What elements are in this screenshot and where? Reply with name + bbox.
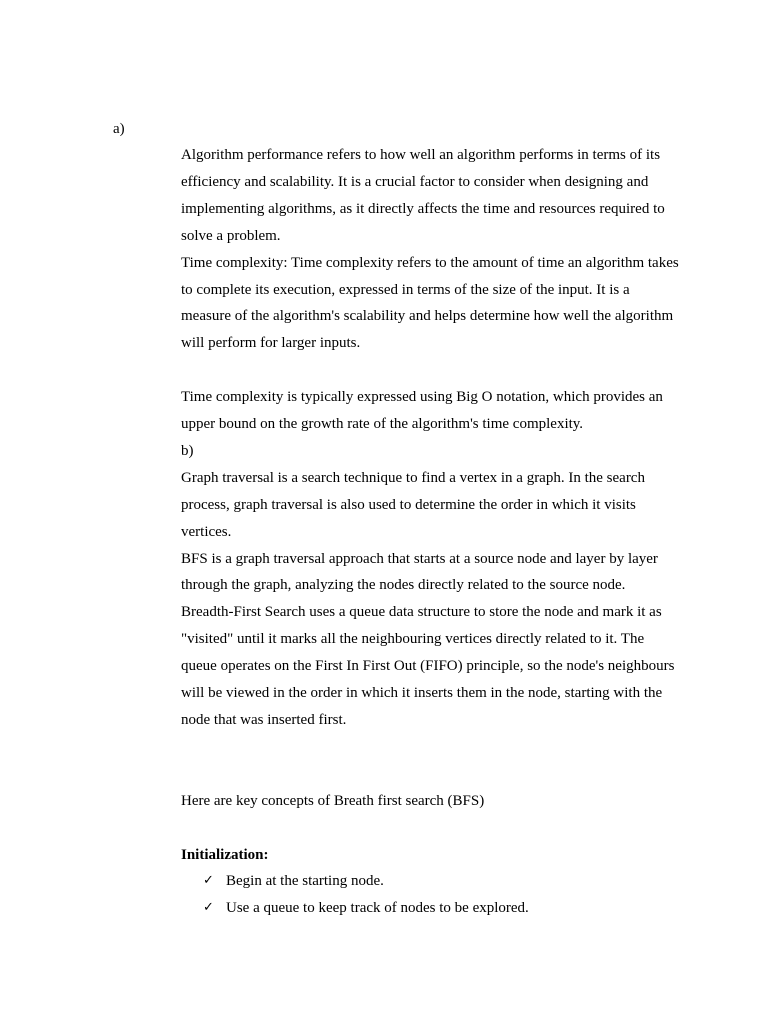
list-item xyxy=(181,895,681,922)
section-b-marker: b) xyxy=(181,442,194,459)
initialization-list xyxy=(181,868,681,922)
check-icon: ✓ xyxy=(203,873,214,889)
paragraph-bfs: BFS is a graph traversal approach that starts at a source node and layer by layer through the graph, analyzing the nodes directly related to the source node. Breadth-First Search uses a queue data structure to store the node and mark it as "visited" until it marks all the neighbouring vertices directly related to it. The queue operates on the First In First Out (FIFO) principle, so the node's neighbours will be viewed in the order in which it inserts them in the node, starting with the node that was inserted first. xyxy=(181,550,675,729)
blank-lines xyxy=(181,734,681,788)
paragraph-algorithm-performance: Algorithm performance refers to how well an algorithm performs in terms of its efficiency and scalability. It is a crucial factor to consider when designing and implementing algorithms, as it directly affects the time and resources required to solve a problem. xyxy=(181,147,665,244)
document-body xyxy=(181,142,681,922)
paragraph-graph-traversal: Graph traversal is a search technique to find a vertex in a graph. In the search process, graph traversal is also used to determine the order in which it visits vertices. xyxy=(181,469,645,540)
blank-line xyxy=(181,357,681,384)
initialization-heading: Initialization: xyxy=(181,846,269,863)
list-item-text: Use a queue to keep track of nodes to be explored. xyxy=(226,900,529,917)
list-item-text: Begin at the starting node. xyxy=(226,873,384,890)
paragraph-big-o: Time complexity is typically expressed using Big O notation, which provides an upper bound on the growth rate of the algorithm's time complexity. xyxy=(181,389,663,433)
paragraph-key-concepts: Here are key concepts of Breath first search (BFS) xyxy=(181,792,485,809)
paragraph-time-complexity: Time complexity: Time complexity refers to the amount of time an algorithm takes to complete its execution, expressed in terms of the size of the input. It is a measure of the algorithm's scalability and helps determine how well the algorithm will perform for larger inputs. xyxy=(181,254,679,352)
check-icon: ✓ xyxy=(203,900,214,916)
section-a-marker: a) xyxy=(113,121,125,137)
list-item xyxy=(181,868,681,895)
blank-line xyxy=(181,815,681,842)
